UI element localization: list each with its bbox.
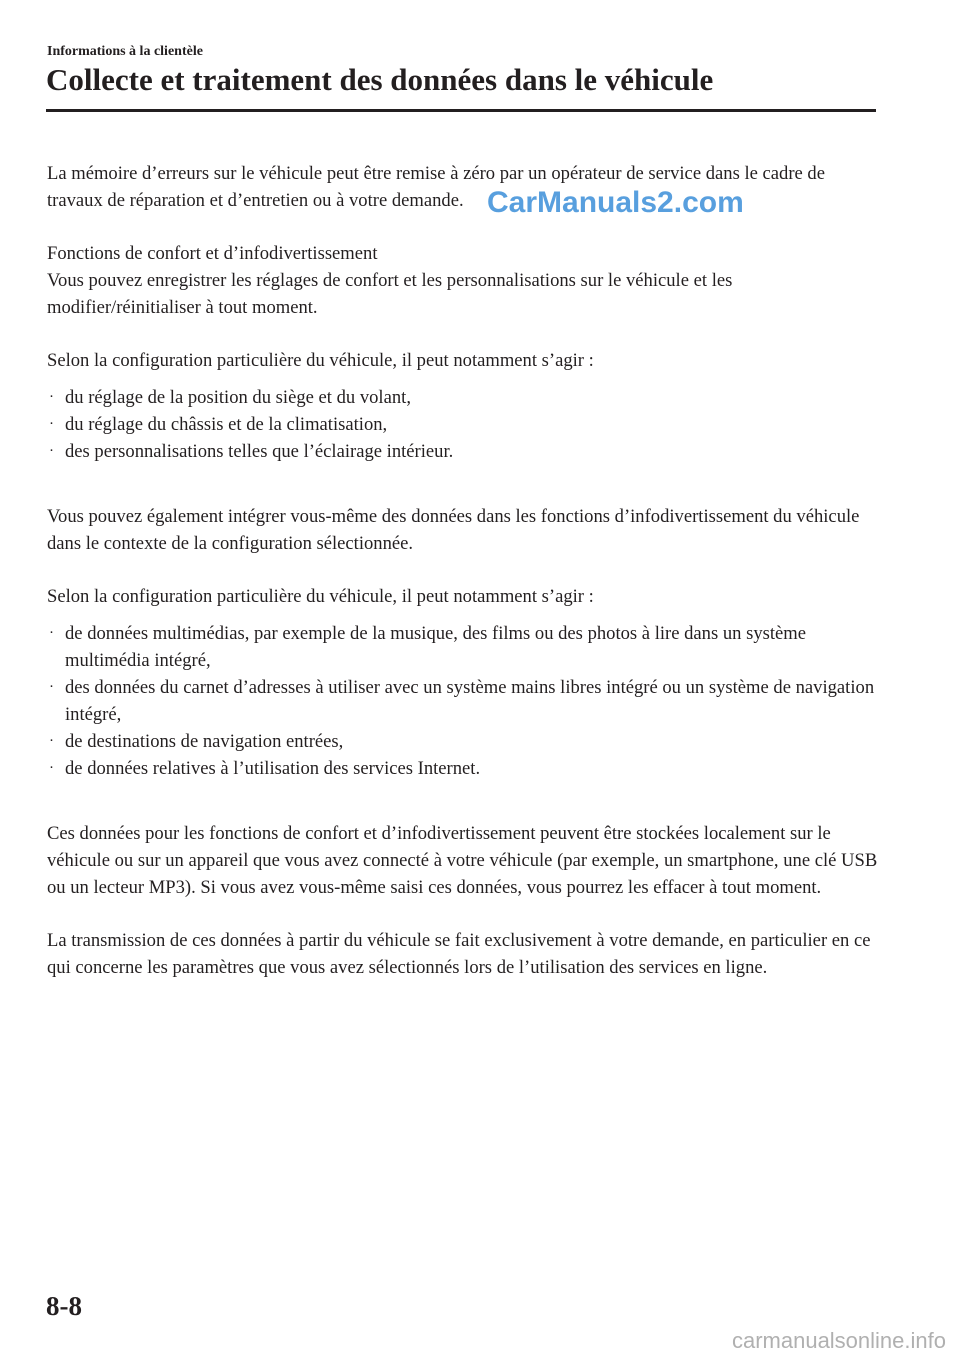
bullet-icon: · [49, 733, 54, 749]
bullet-list-infotainment [47, 620, 879, 782]
list-item: · du réglage du châssis et de la climatisation, [47, 411, 879, 438]
paragraph-infotainment: Vous pouvez également intégrer vous-même des données dans les fonctions d’infodivertissement du véhicule dans le contexte de la configuration sélectionnée. [47, 506, 860, 554]
bullet-icon: · [49, 625, 54, 641]
watermark-logo: CarManuals2.com [487, 186, 744, 219]
bullet-icon: · [49, 389, 54, 405]
page-title: Collecte et traitement des données dans le véhicule [46, 62, 714, 97]
list-item: · de destinations de navigation entrées, [47, 728, 879, 755]
footer-site-text: carmanualsonline.info [731, 1328, 946, 1353]
paragraph-configuration-intro-2: Selon la configuration particulière du véhicule, il peut notamment s’agir : [47, 586, 594, 607]
paragraph-comfort-settings: Vous pouvez enregistrer les réglages de confort et les personnalisations sur le véhicule et les modifier/réinitialiser à tout moment. [47, 270, 733, 318]
bullet-icon: · [49, 760, 54, 776]
list-item: · de données multimédias, par exemple de la musique, des films ou des photos à lire dans un système multimédia intégré, [47, 620, 879, 674]
section-label: Informations à la clientèle [47, 44, 203, 59]
paragraph-error-memory: La mémoire d’erreurs sur le véhicule peut être remise à zéro par un opérateur de service dans le cadre de travaux de réparation et d’entretien ou à votre demande. [47, 163, 825, 211]
list-item: · des données du carnet d’adresses à utiliser avec un système mains libres intégré ou un système de navigation intégré, [47, 674, 879, 728]
bullet-icon: · [49, 679, 54, 695]
list-item: · du réglage de la position du siège et du volant, [47, 384, 879, 411]
paragraph-configuration-intro-1: Selon la configuration particulière du véhicule, il peut notamment s’agir : [47, 350, 594, 371]
title-rule [46, 109, 876, 112]
bullet-list-comfort [47, 384, 879, 465]
paragraph-heading-comfort: Fonctions de confort et d’infodivertissement [47, 243, 378, 264]
document-body [47, 160, 879, 1007]
bullet-icon: · [49, 416, 54, 432]
paragraph-data-storage: Ces données pour les fonctions de confort et d’infodivertissement peuvent être stockées localement sur le véhicule ou sur un appareil que vous avez connecté à votre véhicule (par exemple, un smartphone, une clé USB ou un lecteur MP3). Si vous avez vous-même saisi ces données, vous pourrez les effacer à tout moment. [47, 823, 878, 898]
bullet-icon: · [49, 443, 54, 459]
paragraph-data-transmission: La transmission de ces données à partir du véhicule se fait exclusivement à votre demande, en particulier en ce qui concerne les paramètres que vous avez sélectionnés lors de l’utilisation des services en ligne. [47, 930, 871, 978]
list-item: · des personnalisations telles que l’éclairage intérieur. [47, 438, 879, 465]
list-item: · de données relatives à l’utilisation des services Internet. [47, 755, 879, 782]
page-number: 8-8 [46, 1291, 82, 1321]
